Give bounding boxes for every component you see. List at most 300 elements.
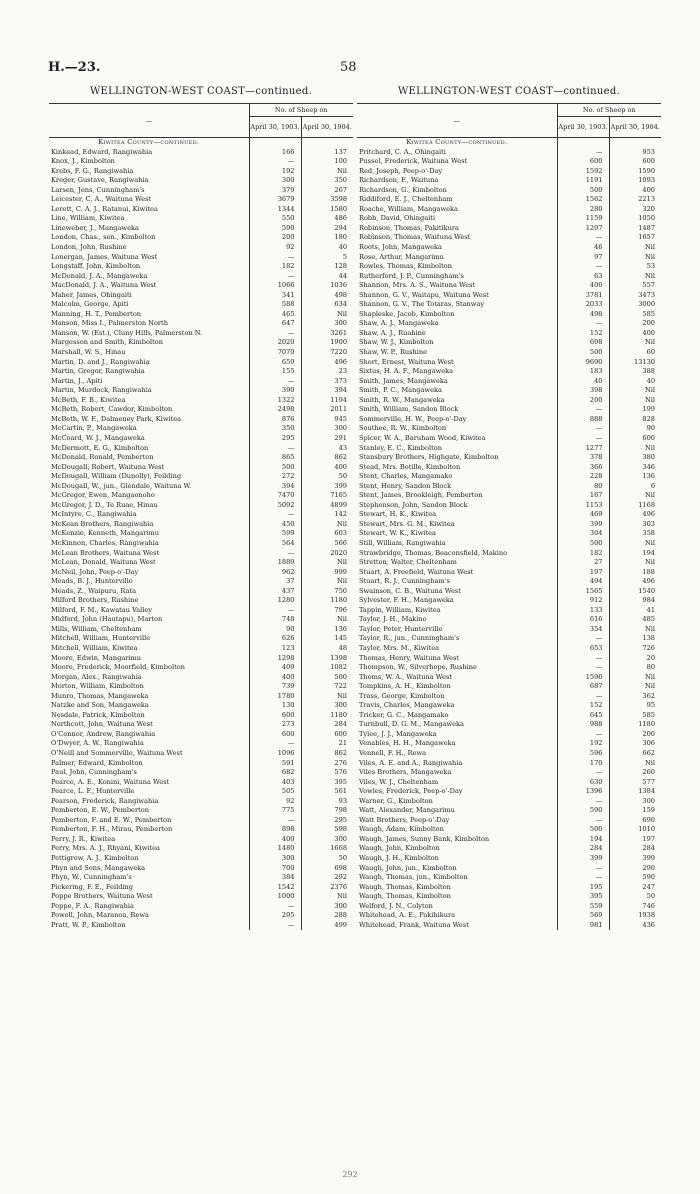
sheep-1904-cell: 1168 [609,501,661,511]
sheep-1903-cell: 130 [249,701,301,711]
sheep-1904-cell: Nil [301,892,353,902]
table-row [357,510,661,520]
table-row [49,606,353,616]
sheep-1903-cell: 27 [557,558,609,568]
sheep-1903-cell: 739 [249,682,301,692]
sheep-1903-cell: 505 [249,787,301,797]
sheep-1903-cell: 304 [557,529,609,539]
sheep-1904-cell: 128 [301,262,353,272]
sheep-1903-cell: 659 [249,358,301,368]
sheep-1904-cell: 44 [301,272,353,282]
sheep-1903-cell: 700 [249,864,301,874]
sheep-1904-cell: 1384 [609,787,661,797]
sheep-1903-cell: 1592 [557,167,609,177]
name-cell: Munro, Thomas, Mangaweka [51,691,149,700]
name-cell: Perry, Mrs. A. J., Rhyani, Kiwitea [51,844,160,853]
sheep-1903-cell: 379 [249,186,301,196]
sheep-1903-cell: — [249,272,301,282]
sheep-1903-cell: 2033 [557,300,609,310]
sheep-1903-cell: — [557,319,609,329]
table-row [49,386,353,396]
table-row [357,453,661,463]
sheep-1903-cell: 280 [557,205,609,215]
sheep-1904-cell: 300 [301,319,353,329]
name-cell: Vennell, F. H., Rewa [359,749,427,757]
sheep-1903-cell: — [557,424,609,434]
sheep-1903-cell: 9690 [557,358,609,368]
sheep-1903-cell: — [249,549,301,559]
name-cell: Strawbridge, Thomas, Beaconsfield, Makino [359,548,508,557]
sheep-1903-cell: 865 [249,453,301,463]
sheep-1904-cell: 350 [301,176,353,186]
sheep-1903-cell: 400 [557,281,609,291]
sheep-1904-cell: Nil [609,625,661,635]
name-cell: Shaw, A. J., Ruahine [359,328,426,337]
table-row [357,558,661,568]
sheep-1903-cell: 559 [557,902,609,912]
sheep-1904-cell: 600 [301,730,353,740]
table-row [357,338,661,348]
name-cell: Thompson, W., Silverhope, Rushine [359,663,477,672]
table-row [49,329,353,339]
sheep-1903-cell: — [249,816,301,826]
name-cell: Trass, George, Kimbolton [359,691,445,700]
sheep-1903-cell: 590 [249,224,301,234]
sheep-1904-cell: 346 [609,463,661,473]
sheep-1904-cell: 399 [609,854,661,864]
table-row [357,329,661,339]
sheep-1903-cell: — [557,233,609,243]
table-row [49,148,353,158]
sheep-1904-cell: 7220 [301,348,353,358]
table-row [357,472,661,482]
sheep-1903-cell: — [557,405,609,415]
sheep-1903-cell: 152 [557,701,609,711]
sheep-1904-cell: 90 [609,424,661,434]
table-row [49,405,353,415]
sheep-1903-cell: 183 [557,367,609,377]
table-row [49,205,353,215]
sheep-1904-cell: 722 [301,682,353,692]
sheep-1903-cell: 450 [249,520,301,530]
table-row [357,291,661,301]
table-row [49,596,353,606]
name-cell: McKinnon, Charles, Rangiwahia [51,538,159,547]
sheep-1904-cell: 600 [609,157,661,167]
sheep-1904-cell: 436 [609,921,661,931]
footer-mark: 292 [342,1170,358,1179]
sheep-1904-cell: Nil [609,759,661,769]
name-col-header: — [357,104,557,138]
sheep-1903-cell: — [557,692,609,702]
col-1903-header: April 30, 1903. [557,117,609,138]
sheep-1904-cell: 300 [301,424,353,434]
table-row [49,644,353,654]
name-cell: MacDonald, J. A., Waituna West [51,281,157,290]
sheep-1903-cell: 354 [557,625,609,635]
sheep-1903-cell: — [557,663,609,673]
name-cell: Watt, Alexander, Mangarimu [359,806,455,815]
sheep-1903-cell: 1096 [249,749,301,759]
sheep-1904-cell: 6 [609,482,661,492]
sheep-1904-cell: 137 [301,148,353,158]
table-row [357,262,661,272]
table-row [357,835,661,845]
name-cell: Welford, J. N., Colyton [359,901,433,910]
name-cell: Swainson, C. B., Waituna West [359,586,461,595]
name-cell: Travis, Charles, Mangaweka [359,701,455,710]
table-row [357,768,661,778]
table-row [357,844,661,854]
sheep-1904-cell: 590 [609,873,661,883]
sheep-1904-cell: 1590 [609,167,661,177]
sheep-1904-cell: 180 [301,233,353,243]
sheep-group-header: No. of Sheep on [557,104,661,117]
name-cell: Shannon, G. V., The Totaras, Stanway [359,300,485,309]
sheep-1903-cell: 384 [249,873,301,883]
name-cell: Viles, W. J., Cheltenham [359,777,439,786]
sheep-1903-cell: 687 [557,682,609,692]
table-row [357,644,661,654]
name-cell: McDougall, Robert, Waituna West [51,462,165,471]
table-row [357,596,661,606]
sheep-1904-cell: 1938 [609,911,661,921]
sheep-1904-cell: 634 [301,300,353,310]
table-row [357,482,661,492]
table-row [357,281,661,291]
sheep-1904-cell: 1398 [301,654,353,664]
name-cell: Moore, Edwin, Mangarimu [51,653,142,662]
sheep-1904-cell: 199 [609,405,661,415]
name-cell: Martin, Murdock, Rangiwahia [51,386,152,395]
table-row [357,148,661,158]
name-cell: Stephenson, John, Sandon Block [359,500,468,509]
sheep-1904-cell: Nil [609,444,661,454]
page-number: 58 [340,60,357,75]
table-row [49,319,353,329]
sheep-1903-cell: 400 [249,673,301,683]
sheep-1904-cell: 23 [301,367,353,377]
table-row [357,319,661,329]
sheep-1903-cell: 195 [557,883,609,893]
table-row [357,606,661,616]
sheep-1903-cell: 1159 [557,214,609,224]
table-row [49,167,353,177]
name-cell: Robinson, Thomas, Pakitikura [359,223,459,232]
sheep-1903-cell: 63 [557,272,609,282]
table-row [357,587,661,597]
name-cell: Pemberton, F. and E. W., Pemberton [51,815,172,824]
table-row [357,444,661,454]
name-cell: Maher, James, Ohingaiti [51,290,132,299]
sheep-1904-cell: 145 [301,634,353,644]
sheep-1903-cell: 912 [557,596,609,606]
name-cell: Roache, William, Mangaweka [359,204,458,213]
table-row [49,424,353,434]
sheep-1903-cell: 600 [249,711,301,721]
sheep-1904-cell: 984 [609,596,661,606]
name-cell: Milford, F. M., Kawatau Valley [51,605,153,614]
page-header [0,0,700,80]
name-cell: Sommerville, H. W., Peep-o'-Day [359,414,467,423]
name-cell: Waugh, Thomas, jun., Kimbolton [359,873,468,882]
table-row [357,806,661,816]
right-column [357,86,661,930]
table-row [357,568,661,578]
sheep-1903-cell: 200 [249,233,301,243]
sheep-1904-cell: 1010 [609,825,661,835]
sheep-1904-cell: 303 [609,520,661,530]
table-row [357,377,661,387]
sheep-1904-cell: 388 [609,367,661,377]
sheep-1904-cell: 3261 [301,329,353,339]
sheep-1903-cell: — [557,148,609,158]
name-cell: Stansbury Brothers, Highgate, Kimbolton [359,453,499,462]
sheep-1903-cell: 272 [249,472,301,482]
sheep-1904-cell: Nil [301,615,353,625]
sheep-1903-cell: 46 [557,243,609,253]
sheep-1903-cell: 550 [249,214,301,224]
sheep-1904-cell: 197 [609,835,661,845]
sheep-1904-cell: 48 [301,644,353,654]
sheep-1903-cell: 295 [249,911,301,921]
sheep-1904-cell: 598 [301,825,353,835]
table-row [357,892,661,902]
sheep-1904-cell: Nil [301,577,353,587]
sheep-1903-cell: — [557,873,609,883]
sheep-1903-cell: 399 [557,520,609,530]
name-cell: London, John, Rushine [51,243,127,252]
name-cell: Sixtus, H. A. F., Mangaweka [359,367,454,376]
table-row [357,491,661,501]
table-row [357,921,661,931]
sheep-1904-cell: 600 [609,434,661,444]
sheep-1903-cell: 698 [557,338,609,348]
col-1903-header: April 30, 1903. [249,117,301,138]
name-cell: Pearce, L. F., Hunterville [51,787,135,796]
sheep-1903-cell: 645 [557,711,609,721]
sheep-1904-cell: 557 [609,281,661,291]
sheep-1903-cell: 284 [557,844,609,854]
sheep-1903-cell: 1780 [249,692,301,702]
name-cell: Moore, Frederick, Moorfield, Kimbolton [51,663,185,672]
sheep-1903-cell: 2020 [249,338,301,348]
table-row [49,768,353,778]
sheep-1903-cell: 152 [557,329,609,339]
sheep-1903-cell: 166 [249,148,301,158]
sheep-1904-cell: 953 [609,148,661,158]
sheep-1903-cell: — [249,921,301,931]
table-row [49,625,353,635]
sheep-1903-cell: 1396 [557,787,609,797]
sheep-1904-cell: 496 [609,577,661,587]
sheep-1903-cell: 92 [249,797,301,807]
sheep-1903-cell: 192 [557,739,609,749]
name-cell: Whitehead, Frank, Waituna West [359,920,469,929]
name-cell: Taylor, J. H., Makino [359,615,427,624]
sheep-1904-cell: 746 [609,902,661,912]
sheep-1903-cell: 400 [249,835,301,845]
table-row [357,358,661,368]
sheep-1903-cell: — [249,253,301,263]
sheep-1903-cell: 1480 [249,844,301,854]
name-cell: Knox, J., Kimbolton [51,157,115,166]
sheep-1904-cell: 194 [609,549,661,559]
left-column [49,86,353,930]
sheep-1903-cell: 40 [557,377,609,387]
sheep-1903-cell: 494 [557,577,609,587]
sheep-1903-cell: 888 [557,415,609,425]
table-row [357,682,661,692]
table-row [49,453,353,463]
name-cell: Pearson, Frederick, Rangiwahia [51,796,159,805]
sheep-1904-cell: 300 [301,701,353,711]
table-row [357,405,661,415]
sheep-1904-cell: 2376 [301,883,353,893]
sheep-1903-cell: 1280 [249,596,301,606]
sheep-1904-cell: 603 [301,529,353,539]
sheep-1904-cell: Nil [609,253,661,263]
sheep-1903-cell: 1542 [249,883,301,893]
table-row [49,501,353,511]
sheep-1904-cell: 496 [609,510,661,520]
name-cell: Poppe Brothers, Waituna West [51,892,153,901]
sheep-1903-cell: — [557,634,609,644]
name-cell: Stead, Mrs. Botille, Kimbolton [359,462,461,471]
sheep-1904-cell: 93 [301,797,353,807]
sheep-1903-cell: — [557,730,609,740]
sheep-1904-cell: 50 [301,854,353,864]
name-cell: Margesson and Smith, Kimbolton [51,338,163,347]
sheep-1904-cell: 400 [609,329,661,339]
sheep-1904-cell: 1082 [301,663,353,673]
name-cell: Kreger, Gustave, Rangiwahia [51,176,149,185]
sheep-1904-cell: Nil [301,692,353,702]
table-row [357,396,661,406]
sheep-1904-cell: 247 [609,883,661,893]
table-row [49,367,353,377]
name-cell: Shaw, W. J., Kimbolton [359,338,434,347]
sheep-1903-cell: 200 [557,396,609,406]
table-row [357,195,661,205]
sheep-1903-cell: 409 [249,663,301,673]
name-cell: Richardson, G., Kimbolton [359,185,447,194]
name-cell: Robinson, Thomas, Waituna West [359,233,471,242]
name-cell: Stent, James, Brookleigh, Pemberton [359,491,483,500]
table-row [49,491,353,501]
name-cell: Still, William, Rangiwahia [359,538,446,547]
sheep-1904-cell: 862 [301,453,353,463]
name-cell: Tylee, J. J., Mangaweka [359,729,437,738]
sheep-1903-cell: — [557,654,609,664]
right-sheep-table [357,103,661,930]
sheep-1904-cell: Nil [609,272,661,282]
table-row [357,663,661,673]
name-cell: Richardson, F., Waituna [359,176,439,185]
table-row [357,673,661,683]
sheep-1904-cell: 41 [609,606,661,616]
table-row [357,176,661,186]
table-row [49,233,353,243]
sheep-1904-cell: Nil [609,682,661,692]
sheep-1904-cell: Nil [301,558,353,568]
table-row [49,825,353,835]
name-cell: Sylvester, F. H., Mangaweka [359,596,454,605]
name-cell: Martin, Gregor, Rangiwahia [51,367,145,376]
sheep-1903-cell: 569 [557,911,609,921]
sheep-1903-cell: 228 [557,472,609,482]
sheep-1904-cell: 7165 [301,491,353,501]
name-cell: McKean Brothers, Rangiwahia [51,519,154,528]
sheep-1903-cell: — [249,902,301,912]
table-row [357,730,661,740]
name-cell: Mitchell, William, Hunterville [51,634,151,643]
name-cell: Line, William, Kiwitea [51,214,125,223]
name-cell: Waugh, John, Kimbolton [359,844,440,853]
sheep-1903-cell: 1322 [249,396,301,406]
table-row [357,501,661,511]
sheep-1904-cell: 999 [301,568,353,578]
table-row [49,434,353,444]
name-cell: Paul, John, Cunningham's [51,768,137,777]
left-column-title: WELLINGTON-WEST COAST—continued. [89,86,313,97]
name-cell: Taylor, Mrs. M., Kiwitea [359,643,440,652]
sheep-1904-cell: 862 [301,749,353,759]
name-cell: Turnbull, D. G. M., Mangaweka [359,720,464,729]
table-row [49,281,353,291]
sheep-1904-cell: 1487 [609,224,661,234]
sheep-1904-cell: 798 [301,806,353,816]
table-row [49,463,353,473]
sheep-1903-cell: 500 [557,348,609,358]
name-cell: Stewart, H. K., Kiwitea [359,510,437,519]
sheep-1903-cell: 37 [249,577,301,587]
sheep-1904-cell: 1900 [301,338,353,348]
sheep-1904-cell: 284 [609,844,661,854]
sheep-1903-cell: 600 [557,157,609,167]
sheep-1904-cell: 1194 [301,396,353,406]
table-row [49,892,353,902]
table-row [357,243,661,253]
sheep-1903-cell: 182 [557,549,609,559]
table-row [49,195,353,205]
sheep-1904-cell: 300 [301,835,353,845]
name-cell: Phyn and Sons, Mangaweka [51,863,146,872]
sheep-1903-cell: 599 [249,529,301,539]
table-row [49,529,353,539]
table-row [49,654,353,664]
name-cell: McCoard, W. J., Mangaweka [51,433,145,442]
sheep-1904-cell: 50 [609,892,661,902]
name-cell: Rutherford, J. P., Cunningham's [359,271,464,280]
sheep-1903-cell: 564 [249,539,301,549]
table-row [49,739,353,749]
table-row [49,558,353,568]
sheep-1904-cell: 3473 [609,291,661,301]
sheep-1904-cell: 1657 [609,233,661,243]
sheep-1903-cell: 395 [557,892,609,902]
sheep-1903-cell: 300 [249,176,301,186]
name-cell: Shaw, W. P., Rushine [359,348,428,357]
name-cell: McDonald, J. A., Mangaweka [51,271,148,280]
sheep-1904-cell: 284 [301,720,353,730]
table-row [49,472,353,482]
name-cell: Meads, Z., Waipuru, Rata [51,586,137,595]
sheep-1903-cell: 350 [249,424,301,434]
name-cell: Shapleske, Jacob, Kimbolton [359,309,455,318]
name-cell: Southee, R. W., Kimbolton [359,424,447,433]
table-row [49,778,353,788]
